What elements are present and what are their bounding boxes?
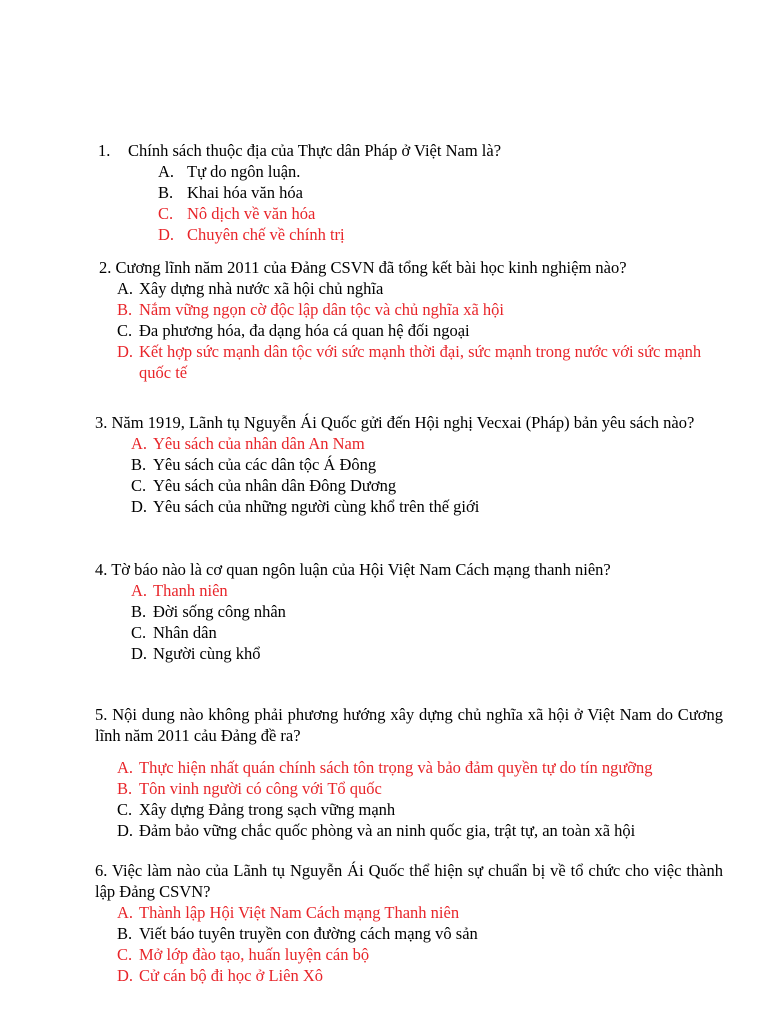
option-b: B. Đời sống công nhân bbox=[131, 602, 286, 621]
options-list bbox=[131, 433, 723, 517]
option-c: C. Đa phương hóa, đa dạng hóa cá quan hệ đối ngoại bbox=[117, 321, 470, 340]
options-list bbox=[117, 278, 723, 383]
question-stem: 3. Năm 1919, Lãnh tụ Nguyễn Ái Quốc gửi đến Hội nghị Vecxai (Pháp) bản yêu sách nào? bbox=[95, 413, 695, 432]
question-3 bbox=[95, 412, 723, 517]
option-a: A. Xây dựng nhà nước xã hội chủ nghĩa bbox=[117, 279, 384, 298]
options-list bbox=[158, 161, 723, 245]
question-5 bbox=[95, 704, 723, 841]
option-d: D. Kết hợp sức mạnh dân tộc với sức mạnh thời đại, sức mạnh trong nước với sức mạnh quốc tế bbox=[117, 342, 702, 382]
option-a: A. Thanh niên bbox=[131, 581, 228, 600]
option-d: D. Đảm bảo vững chắc quốc phòng và an ninh quốc gia, trật tự, an toàn xã hội bbox=[117, 821, 636, 840]
option-a: A. Yêu sách của nhân dân An Nam bbox=[131, 434, 365, 453]
option-b: B. Yêu sách của các dân tộc Á Đông bbox=[131, 455, 377, 474]
option-b: B. Tôn vinh người có công với Tổ quốc bbox=[117, 779, 382, 798]
option-c: C. Xây dựng Đảng trong sạch vững mạnh bbox=[117, 800, 396, 819]
option-b: B. Khai hóa văn hóa bbox=[158, 183, 303, 202]
option-b: B. Nắm vững ngọn cờ độc lập dân tộc và chủ nghĩa xã hội bbox=[117, 300, 504, 319]
question-stem: 5. Nội dung nào không phải phương hướng xây dựng chủ nghĩa xã hội ở Việt Nam do Cương lĩnh năm 2011 cảu Đảng đề ra? bbox=[95, 705, 723, 745]
option-d: D. Cử cán bộ đi học ở Liên Xô bbox=[117, 966, 324, 985]
options-list bbox=[117, 902, 723, 986]
question-4 bbox=[95, 559, 723, 664]
options-list bbox=[117, 757, 723, 841]
question-stem: 6. Việc làm nào của Lãnh tụ Nguyễn Ái Quốc thể hiện sự chuẩn bị về tổ chức cho việc thành lập Đảng CSVN? bbox=[95, 861, 723, 901]
question-2 bbox=[95, 257, 723, 383]
question-stem: 1. Chính sách thuộc địa của Thực dân Pháp ở Việt Nam là? bbox=[98, 141, 502, 160]
option-c: C. Mở lớp đào tạo, huấn luyện cán bộ bbox=[117, 945, 370, 964]
option-d: D. Chuyên chế về chính trị bbox=[158, 225, 345, 244]
option-c: C. Nhân dân bbox=[131, 623, 217, 642]
question-1 bbox=[95, 140, 723, 245]
option-a: A. Thành lập Hội Việt Nam Cách mạng Thanh niên bbox=[117, 903, 460, 922]
question-number: 1. bbox=[98, 141, 111, 160]
options-list bbox=[131, 580, 723, 664]
option-c: C. Nô dịch về văn hóa bbox=[158, 204, 316, 223]
option-b: B. Viết báo tuyên truyền con đường cách mạng vô sản bbox=[117, 924, 478, 943]
question-stem: 4. Tờ báo nào là cơ quan ngôn luận của Hội Việt Nam Cách mạng thanh niên? bbox=[95, 560, 611, 579]
question-stem: 2. Cương lĩnh năm 2011 của Đảng CSVN đã tổng kết bài học kinh nghiệm nào? bbox=[99, 258, 627, 277]
option-d: D. Người cùng khổ bbox=[131, 644, 261, 663]
question-6 bbox=[95, 860, 723, 986]
option-a: A. Tự do ngôn luận. bbox=[158, 162, 301, 181]
option-d: D. Yêu sách của những người cùng khổ trên thế giới bbox=[131, 497, 480, 516]
option-a: A. Thực hiện nhất quán chính sách tôn trọng và bảo đảm quyền tự do tín ngưỡng bbox=[117, 758, 653, 777]
option-c: C. Yêu sách của nhân dân Đông Dương bbox=[131, 476, 397, 495]
